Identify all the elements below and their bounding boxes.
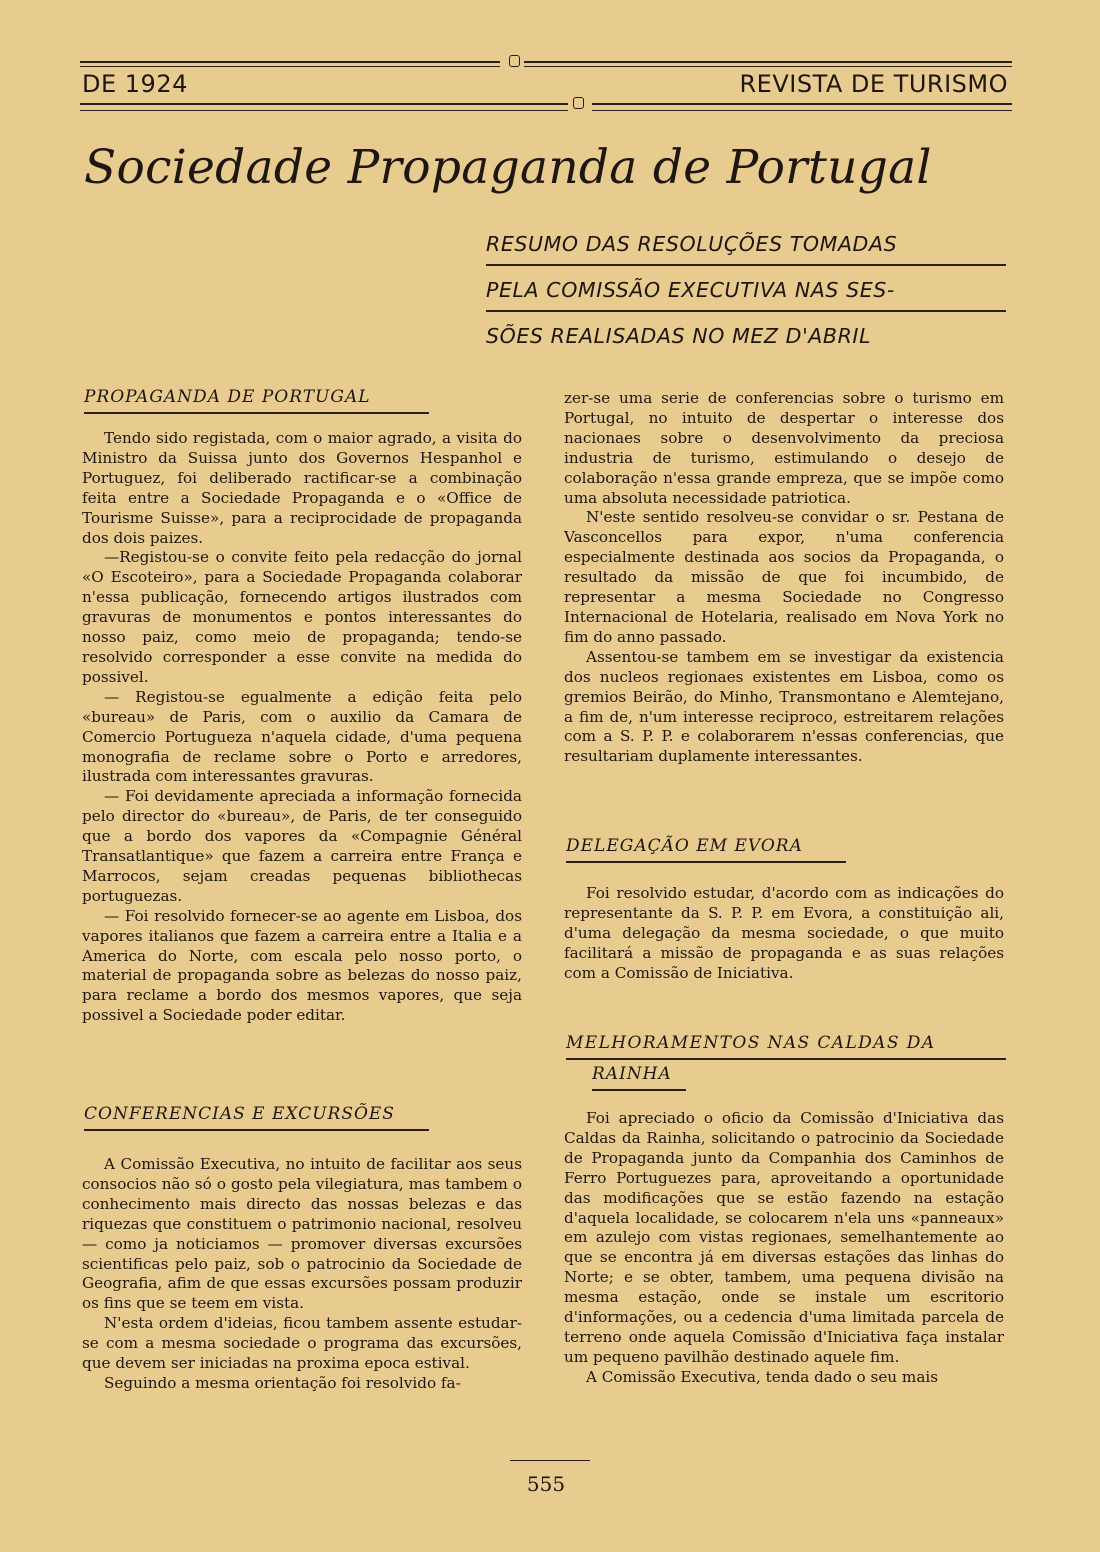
subtitle-rule-2 (486, 310, 1006, 312)
subtitle-line-3: SÕES REALISADAS NO MEZ D'ABRIL (486, 324, 872, 348)
paragraph: —Registou-se o convite feito pela redacção do jornal «O Escoteiro», para a Sociedade Propaganda colaborar n'essa publicação, fornecendo artigos ilustrados com gravuras de monumentos e pontos interessantes do nosso paiz, como meio de propaganda; tendo-se resolvido corresponder a esse convite na medida do possivel. (82, 548, 522, 686)
paragraph: — Foi resolvido fornecer-se ao agente em Lisboa, dos vapores italianos que fazem a carreira entre a Italia e a America do Norte, com escala pelo nosso porto, o material de propaganda sobre as belezas do nosso paiz, para reclame a bordo dos mesmos vapores, que seja possivel a Sociedade poder editar. (82, 906, 522, 1025)
propaganda-body (82, 429, 522, 1026)
header-rule-bottom-right (592, 103, 1012, 105)
header-rule-bottom2-right (592, 110, 1012, 111)
evora-body (564, 884, 1004, 984)
header-ornament-top (509, 55, 520, 67)
subtitle-line-2: PELA COMISSÃO EXECUTIVA NAS SES- (486, 278, 895, 302)
page-title: Sociedade Propaganda de Portugal (84, 140, 932, 195)
paragraph: — Registou-se egualmente a edição feita pelo «bureau» de Paris, com o auxilio da Camara de Comercio Portugueza n'aquela cidade, d'uma pequena monografia de reclame sobre o Porto e arredores, ilustrada com interessantes gravuras. (82, 687, 522, 786)
section-heading-conferencias: CONFERENCIAS E EXCURSÕES (84, 1104, 395, 1124)
paragraph: N'este sentido resolveu-se convidar o sr. Pestana de Vasconcellos para expor, n'uma conferencia especialmente destinada aos socios da Propaganda, o resultado da missão de que foi incumbido, de representar a mesma Sociedade no Congresso Internacional de Hotelaria, realisado em Nova York no fim do anno passado. (564, 508, 1004, 646)
header-ornament-bottom (573, 97, 584, 109)
paragraph: Foi apreciado o oficio da Comissão d'Iniciativa das Caldas da Rainha, solicitando o patrocinio da Sociedade de Propaganda junto da Companhia dos Caminhos de Ferro Portuguezes para, aproveitando a oportunidade das modificações que se estão fazendo na estação d'aquela localidade, se colocarem n'ela uns «panneaux» em azulejo com vistas regionaes, semelhantemente ao que se encontra já em diversas estações das linhas do Norte; e se obter, tambem, uma pequena divisão na mesma estação, onde se instale um escritorio d'informações, ou a cedencia d'uma limitada parcela de terreno onde aquela Comissão d'Iniciativa faça instalar um pequeno pavilhão destinado aquele fim. (564, 1109, 1004, 1366)
paragraph: — Foi devidamente apreciada a informação fornecida pelo director do «bureau», de Paris, de ter conseguido que a bordo dos vapores da «Compagnie Général Transatlantique» que fazem a carreira entre França e Marrocos, sejam creadas pequenas bibliothecas portuguezas. (82, 787, 522, 905)
right-column-continuation (564, 389, 1004, 767)
caldas-body (564, 1109, 1004, 1388)
section-heading-evora: DELEGAÇÃO EM EVORA (566, 836, 803, 856)
header-rule-mid (80, 66, 500, 67)
section-rule-conferencias (84, 1129, 429, 1131)
header-rule-top (80, 61, 500, 63)
header-rule-top-right (524, 61, 1012, 63)
paragraph: A Comissão Executiva, no intuito de facilitar aos seus consocios não só o gosto pela vilegiatura, mas tambem o conhecimento mais directo das nossas belezas e das riquezas que constituem o patrimonio nacional, resolveu — como ja noticiamos — promover diversas excursões scientificas pelo paiz, sob o patrocinio da Sociedade de Geografia, afim de que essas excursões possam produzir os fins que se teem em vista. (82, 1155, 522, 1313)
header-rule-mid-right (524, 66, 1012, 67)
header-left: DE 1924 (82, 70, 188, 98)
header-rule-bottom (80, 103, 568, 105)
paragraph: Assentou-se tambem em se investigar da existencia dos nucleos regionaes existentes em Lisboa, como os gremios Beirão, do Minho, Transmontano e Alemtejano, a fim de, n'um interesse reciproco, estreitarem relações com a S. P. P. e colaborarem n'essas conferencias, que resultariam duplamente interessantes. (564, 647, 1004, 766)
paragraph: N'esta ordem d'ideias, ficou tambem assente estudar-se com a mesma sociedade o programa das excursões, que devem ser iniciadas na proxima epoca estival. (82, 1314, 522, 1373)
paragraph: Seguindo a mesma orientação foi resolvido fa- (104, 1373, 461, 1392)
section-rule-caldas-2 (592, 1089, 686, 1091)
section-heading-caldas-2: RAINHA (592, 1064, 672, 1084)
paragraph: Tendo sido registada, com o maior agrado, a visita do Ministro da Suissa junto dos Governos Hespanhol e Portuguez, foi deliberado ractificar-se a combinação feita entre a Sociedade Propaganda e o «Office de Tourisme Suisse», para a reciprocidade de propaganda dos dois paizes. (82, 429, 522, 547)
page-number-rule (510, 1460, 590, 1461)
paragraph: zer-se uma serie de conferencias sobre o turismo em Portugal, no intuito de despertar o interesse dos nacionaes sobre o desenvolvimento da preciosa industria de turismo, estimulando o desejo de colaboração n'essa grande empreza, que se impõe como uma absoluta necessidade patriotica. (564, 389, 1004, 507)
paragraph: A Comissão Executiva, tenda dado o seu mais (586, 1367, 939, 1386)
page-number: 555 (526, 1472, 566, 1496)
header-rule-bottom2 (80, 110, 568, 111)
section-heading-propaganda: PROPAGANDA DE PORTUGAL (84, 387, 371, 407)
paragraph: Foi resolvido estudar, d'acordo com as indicações do representante da S. P. P. em Evora, a constituição ali, d'uma delegação da mesma sociedade, o que muito facilitará a missão de propaganda e as suas relações com a Comissão de Iniciativa. (564, 884, 1004, 982)
subtitle-line-1: RESUMO DAS RESOLUÇÕES TOMADAS (486, 232, 898, 256)
section-heading-caldas: MELHORAMENTOS NAS CALDAS DA (566, 1033, 936, 1053)
subtitle-rule-1 (486, 264, 1006, 266)
section-rule-caldas-1 (566, 1058, 1006, 1060)
section-rule-evora (566, 861, 846, 863)
conferencias-body (82, 1155, 522, 1394)
header-right: REVISTA DE TURISMO (739, 70, 1008, 98)
section-rule-propaganda (84, 412, 429, 414)
